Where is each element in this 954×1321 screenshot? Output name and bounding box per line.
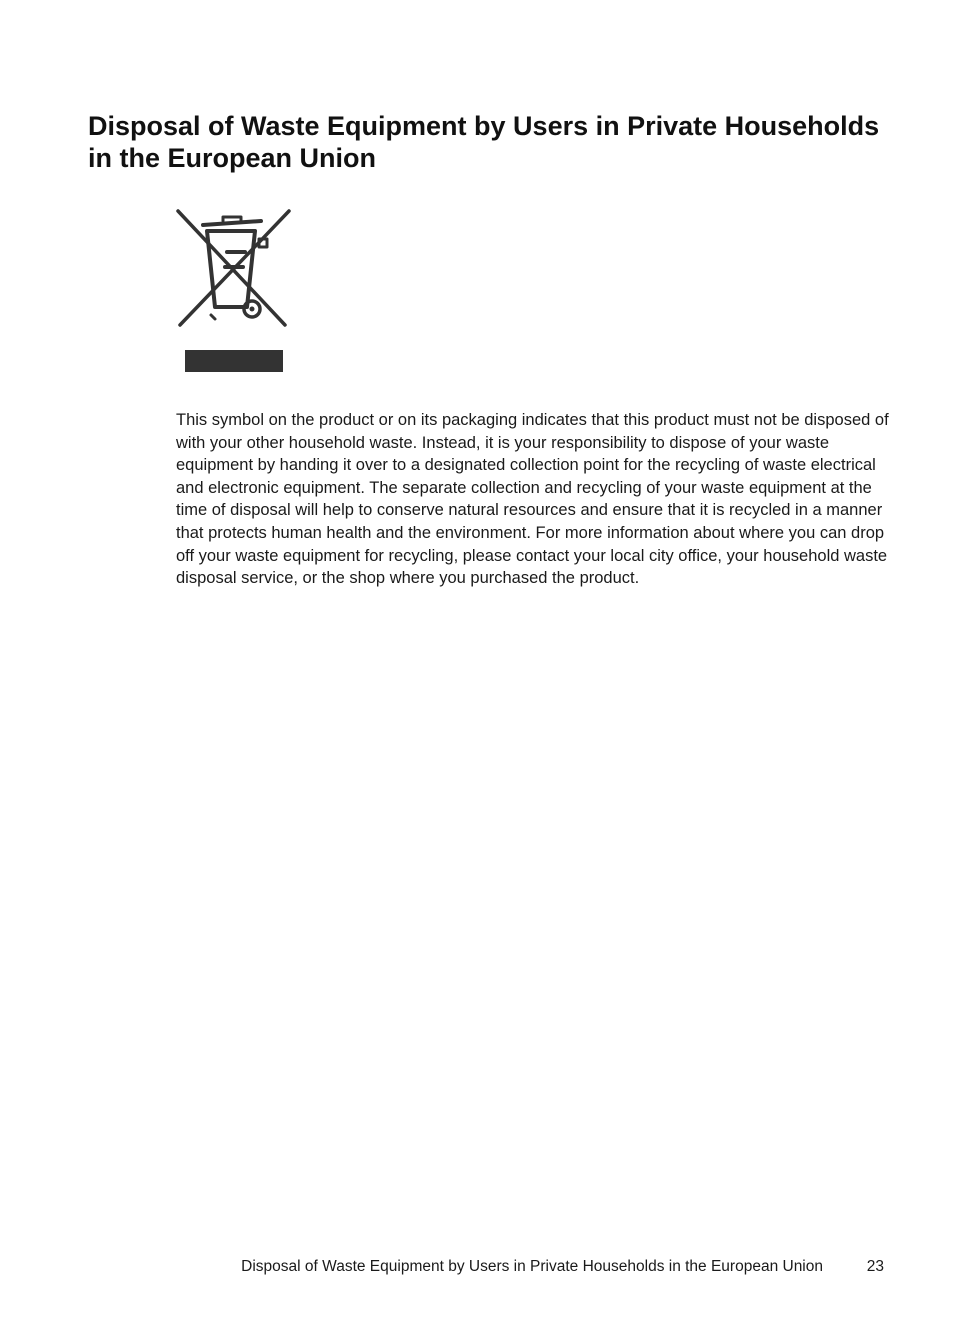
page-number: 23 (866, 1258, 884, 1275)
disposal-body-text: This symbol on the product or on its packaging indicates that this product must not be disposed of with your other household waste. Instead, it is your responsibility to dispose of your waste equipment by handing it over to a designated collection point for the recycling of waste electrical and electronic equipment. The separate collection and recycling of your waste equipment at the time of disposal will help to conserve natural resources and ensure that it is recycled in a manner that protects human health and the environment. For more information about where you can drop off your waste equipment for recycling, please contact your local city office, your household waste disposal service, or the shop where you purchased the product. (176, 411, 889, 588)
page-title: Disposal of Waste Equipment by Users in Private Households in the European Union (88, 111, 880, 173)
footer-section-title: Disposal of Waste Equipment by Users in Private Households in the European Union (241, 1258, 823, 1275)
crossed-out-wheeled-bin-icon (175, 207, 293, 377)
page-footer (0, 1257, 954, 1279)
